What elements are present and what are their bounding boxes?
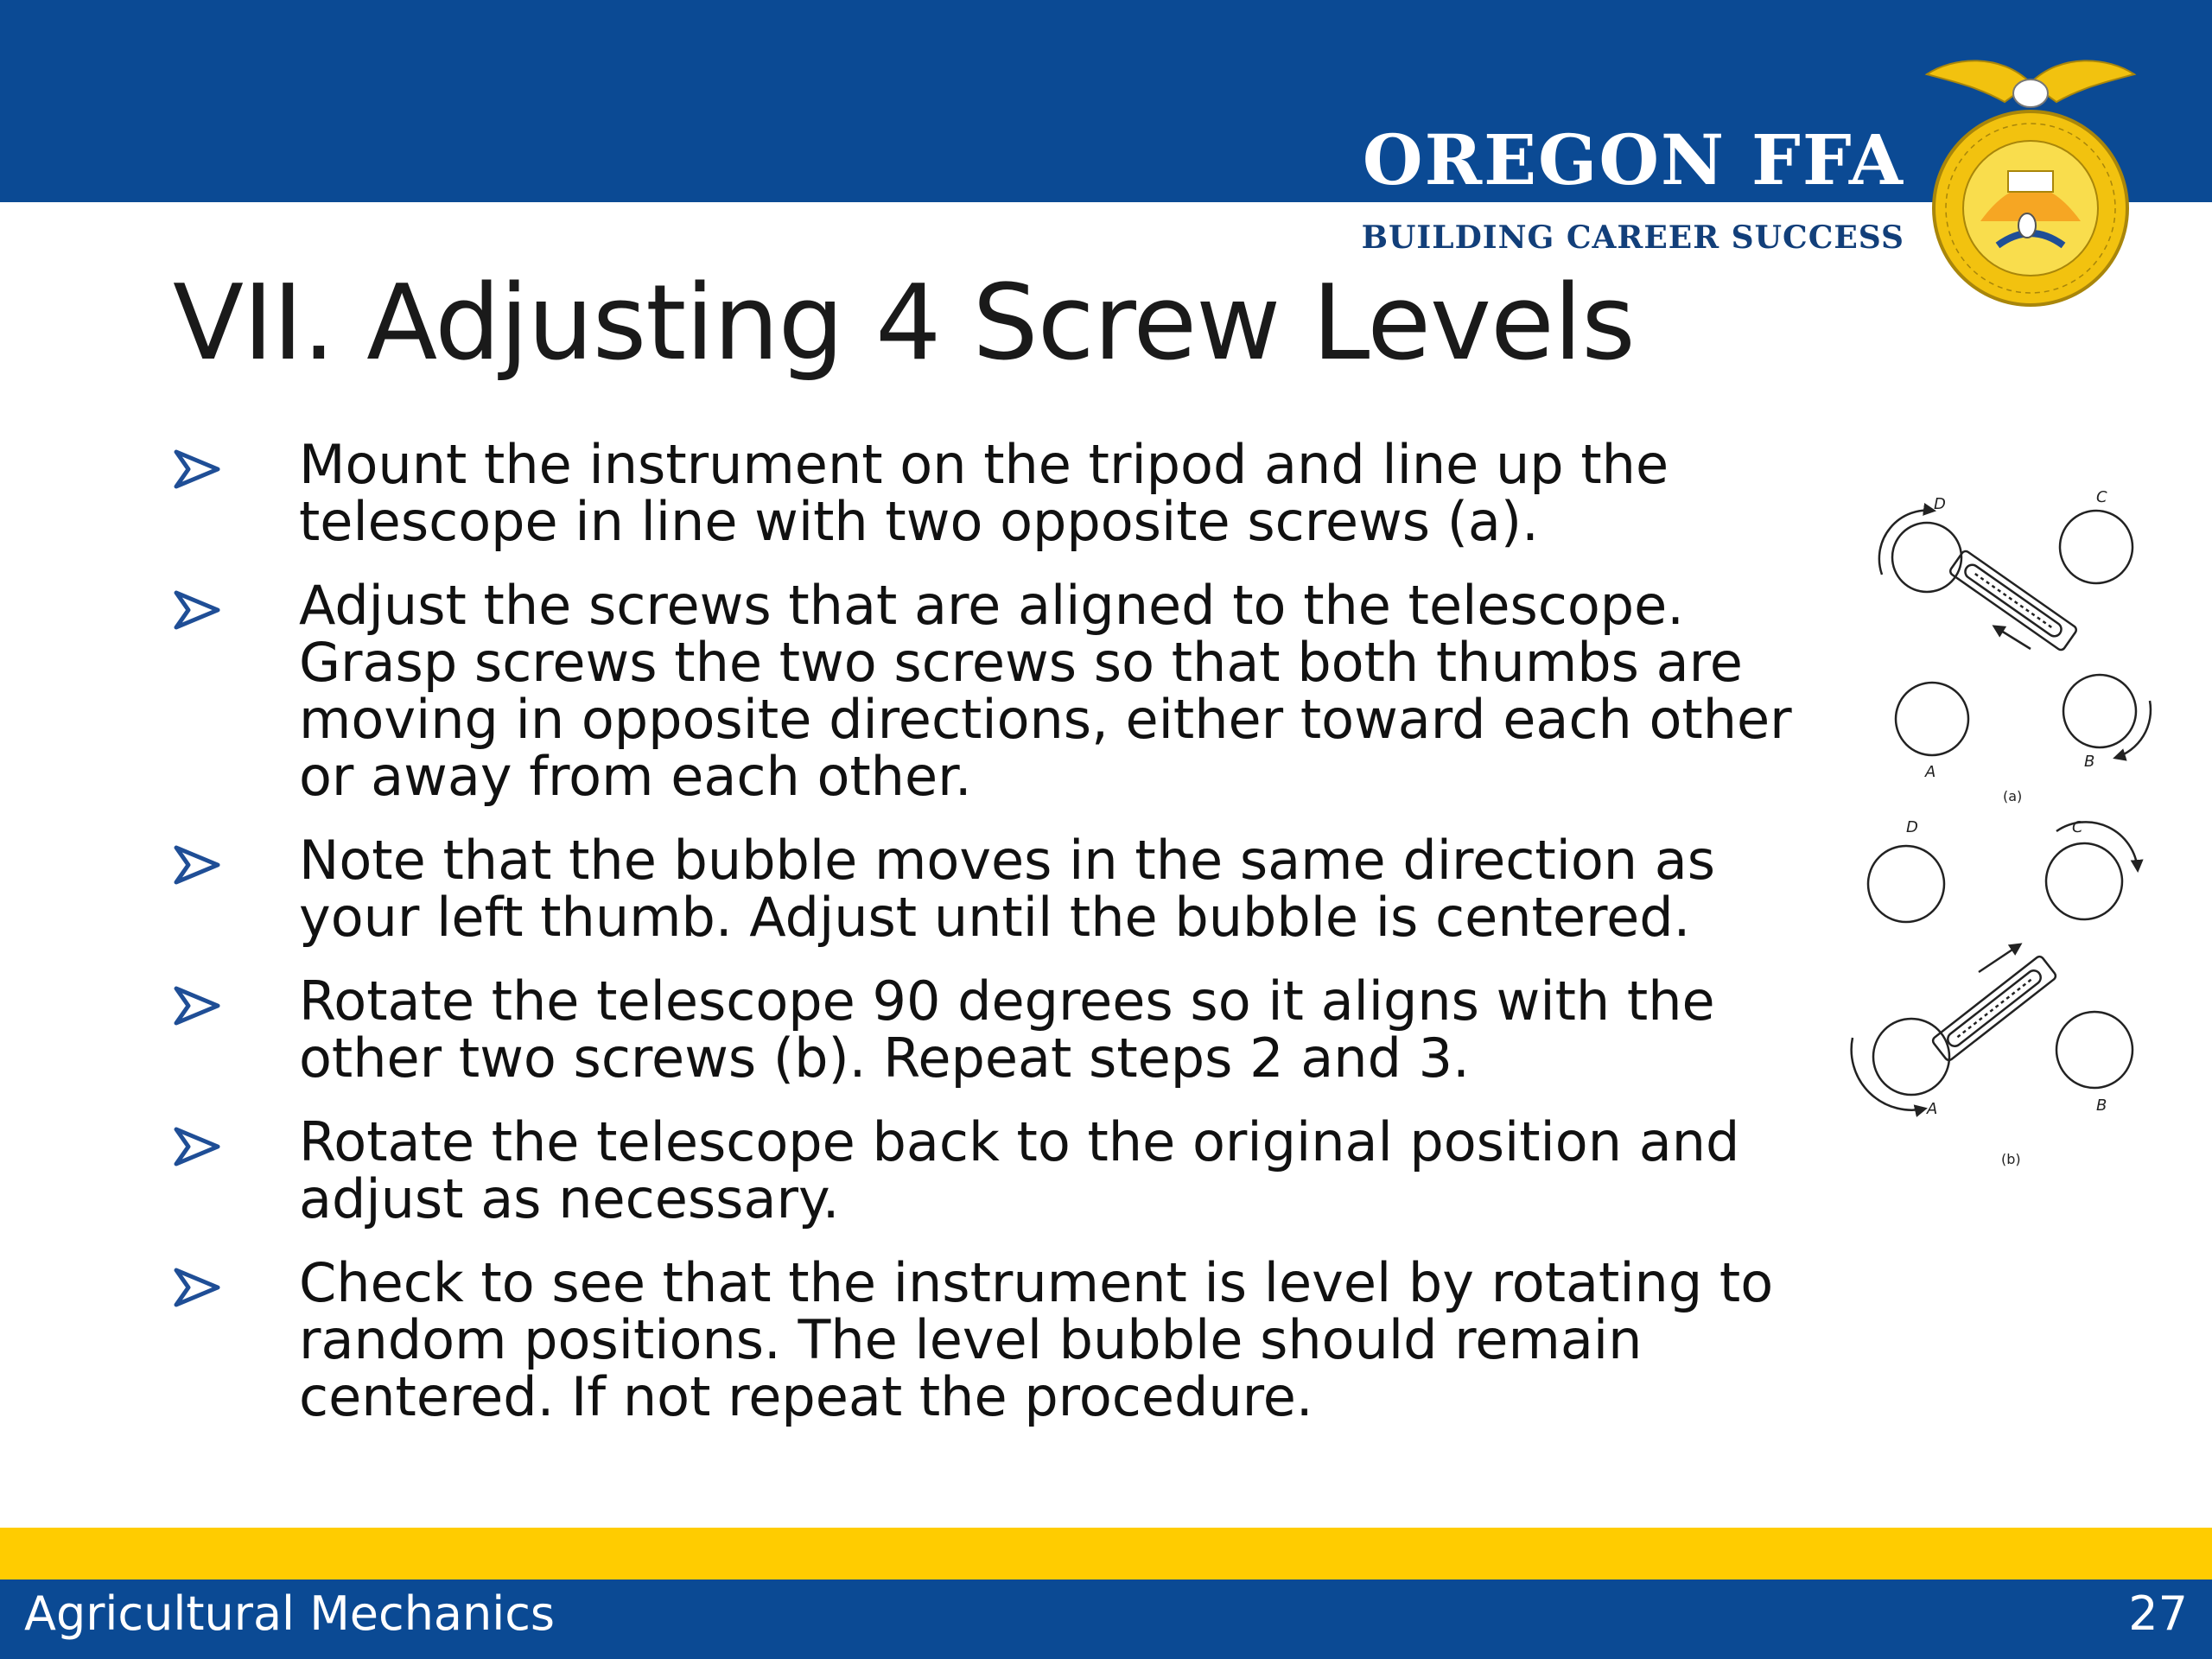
screw-b xyxy=(2063,675,2136,747)
instruction-list xyxy=(173,433,1815,1452)
screw-a xyxy=(1873,1019,1949,1095)
screw-d xyxy=(1892,523,1961,592)
diagram-panel-b xyxy=(1852,822,2138,1109)
screw-b xyxy=(2056,1012,2133,1088)
brand-name: OREGON FFA xyxy=(1362,119,1904,200)
brand-tagline: BUILDING CAREER SUCCESS xyxy=(1361,219,1904,256)
screw-label: C xyxy=(2096,488,2107,506)
list-item xyxy=(173,574,1815,808)
screw-label: D xyxy=(1934,495,1946,513)
page-number: 27 xyxy=(2128,1586,2188,1641)
rotation-arrow xyxy=(1852,1038,1925,1110)
diagram-panel-a xyxy=(1879,511,2151,758)
step-text: Rotate the telescope back to the original position and adjust as necessary. xyxy=(299,1110,1740,1230)
rotation-arrow xyxy=(1994,626,2031,649)
list-item xyxy=(173,829,1815,949)
panel-caption: (b) xyxy=(2001,1151,2021,1167)
step-text: Adjust the screws that are aligned to the telescope. Grasp screws the two screws so that both thumbs are moving in opposite directions, either toward each other or away from each other. xyxy=(299,574,1792,808)
rotation-arrow xyxy=(1879,511,1934,575)
screw-label: C xyxy=(2072,818,2083,836)
step-text: Mount the instrument on the tripod and line up the telescope in line with two opposite screws (a). xyxy=(299,433,1669,553)
ffa-emblem-icon xyxy=(1918,48,2143,308)
step-text: Note that the bubble moves in the same direction as your left thumb. Adjust until the bubble is centered. xyxy=(299,829,1716,949)
screw-d xyxy=(1868,846,1944,922)
arrowhead-bullet-icon xyxy=(173,448,221,490)
screw-label: B xyxy=(2096,1096,2107,1115)
leveling-screw-diagram xyxy=(1840,480,2169,1179)
panel-caption: (a) xyxy=(2003,788,2023,804)
step-text: Rotate the telescope 90 degrees so it aligns with the other two screws (b). Repeat steps 2 and 3. xyxy=(299,969,1715,1090)
list-item xyxy=(173,1110,1815,1230)
rotation-arrow xyxy=(1979,944,2020,972)
footer-course-name: Agricultural Mechanics xyxy=(24,1586,556,1641)
list-item xyxy=(173,1251,1815,1428)
step-text: Check to see that the instrument is level by rotating to random positions. The level bubble should remain centered. If not repeat the procedure. xyxy=(299,1251,1774,1428)
list-item xyxy=(173,433,1815,553)
level-vial xyxy=(1931,955,2057,1062)
screw-label: A xyxy=(1925,763,1936,781)
arrowhead-bullet-icon xyxy=(173,844,221,886)
screw-label: D xyxy=(1906,818,1918,836)
level-vial xyxy=(1948,550,2077,652)
screw-label: B xyxy=(2084,753,2095,771)
arrowhead-bullet-icon xyxy=(173,1126,221,1167)
arrowhead-bullet-icon xyxy=(173,1267,221,1308)
screw-c xyxy=(2060,511,2133,583)
list-item xyxy=(173,969,1815,1090)
arrowhead-bullet-icon xyxy=(173,589,221,631)
screw-label: A xyxy=(1927,1100,1938,1118)
screw-a xyxy=(1896,683,1968,755)
rotation-arrow xyxy=(2115,701,2151,758)
footer-stripe xyxy=(0,1528,2212,1580)
slide-title: VII. Adjusting 4 Screw Levels xyxy=(173,264,1635,384)
arrowhead-bullet-icon xyxy=(173,985,221,1027)
screw-c xyxy=(2046,843,2122,919)
